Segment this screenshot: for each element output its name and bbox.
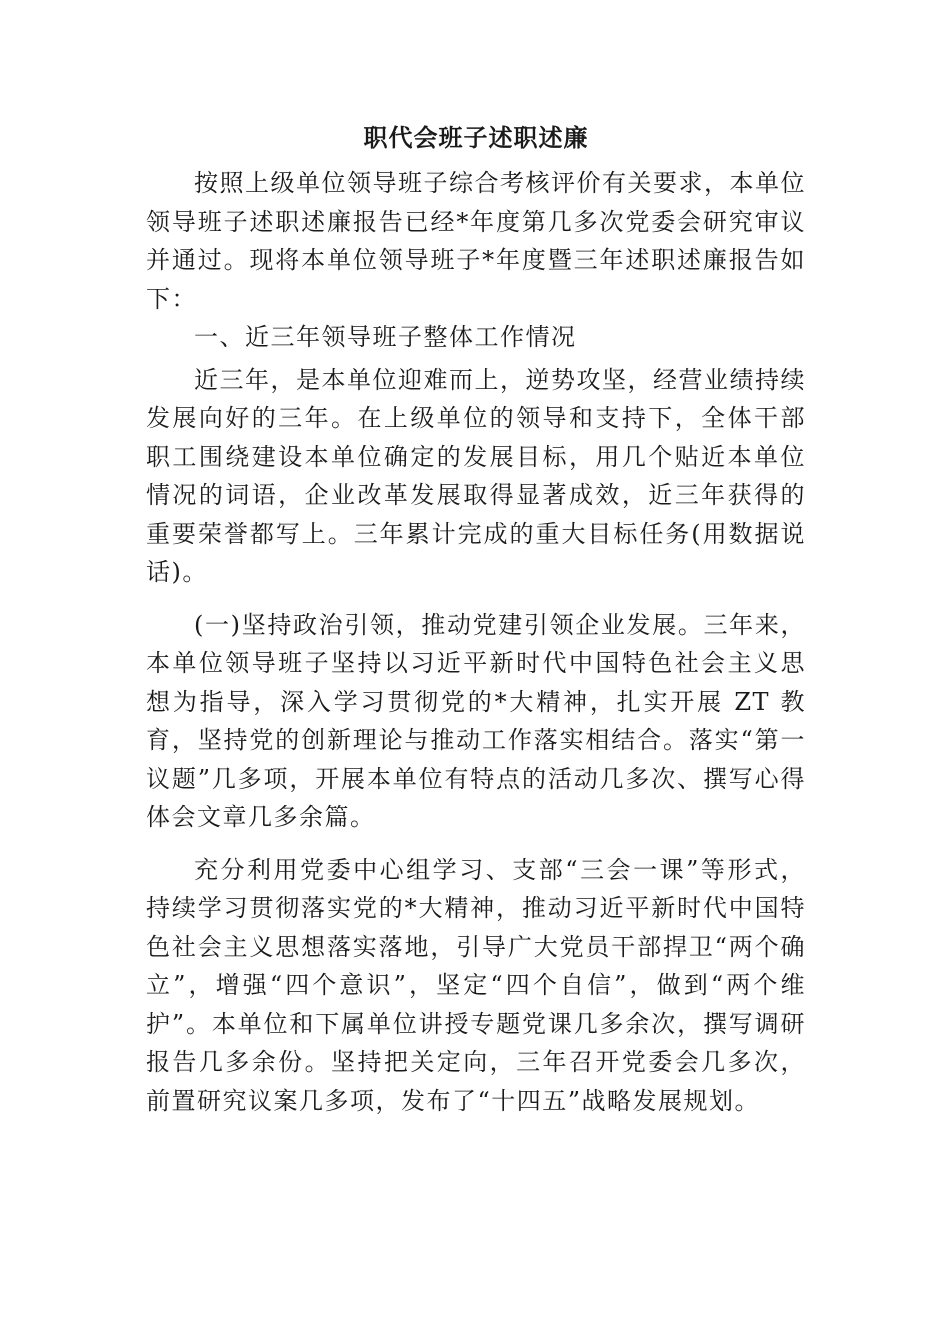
document-body (146, 116, 806, 1120)
document-title: 职代会班子述职述廉 (363, 123, 589, 152)
paragraph-study-implementation: 充分利用党委中心组学习、支部“三会一课”等形式，持续学习贯彻落实党的*大精神，推动习近平新时代中国特色社会主义思想落实落地，引导广大党员干部捍卫“两个确立”，增强“四个意识”，坚定“四个自信”，做到“两个维护”。本单位和下属单位讲授专题党课几多余次，撰写调研报告几多余份。坚持把关定向，三年召开党委会几多次，前置研究议案几多项，发布了“十四五”战略发展规划。 (146, 855, 806, 1115)
paragraph-intro: 按照上级单位领导班子综合考核评价有关要求，本单位领导班子述职述廉报告已经*年度第几多次党委会研究审议并通过。现将本单位领导班子*年度暨三年述职述廉报告如下： (146, 169, 806, 313)
paragraph-political-leadership: (一)坚持政治引领，推动党建引领企业发展。三年来，本单位领导班子坚持以习近平新时代中国特色社会主义思想为指导，深入学习贯彻党的*大精神，扎实开展 ZT 教育，坚持党的创新理论与推动工作落实相结合。落实“第一议题”几多项，开展本单位有特点的活动几多次、撰写心得体会文章几多余篇。 (146, 610, 806, 831)
paragraph-overview: 近三年，是本单位迎难而上，逆势攻坚，经营业绩持续发展向好的三年。在上级单位的领导和支持下，全体干部职工围绕建设本单位确定的发展目标，用几个贴近本单位情况的词语，企业改革发展取得显著成效，近三年获得的重要荣誉都写上。三年累计完成的重大目标任务(用数据说话)。 (146, 365, 806, 586)
section-heading-1: 一、近三年领导班子整体工作情况 (194, 323, 577, 351)
